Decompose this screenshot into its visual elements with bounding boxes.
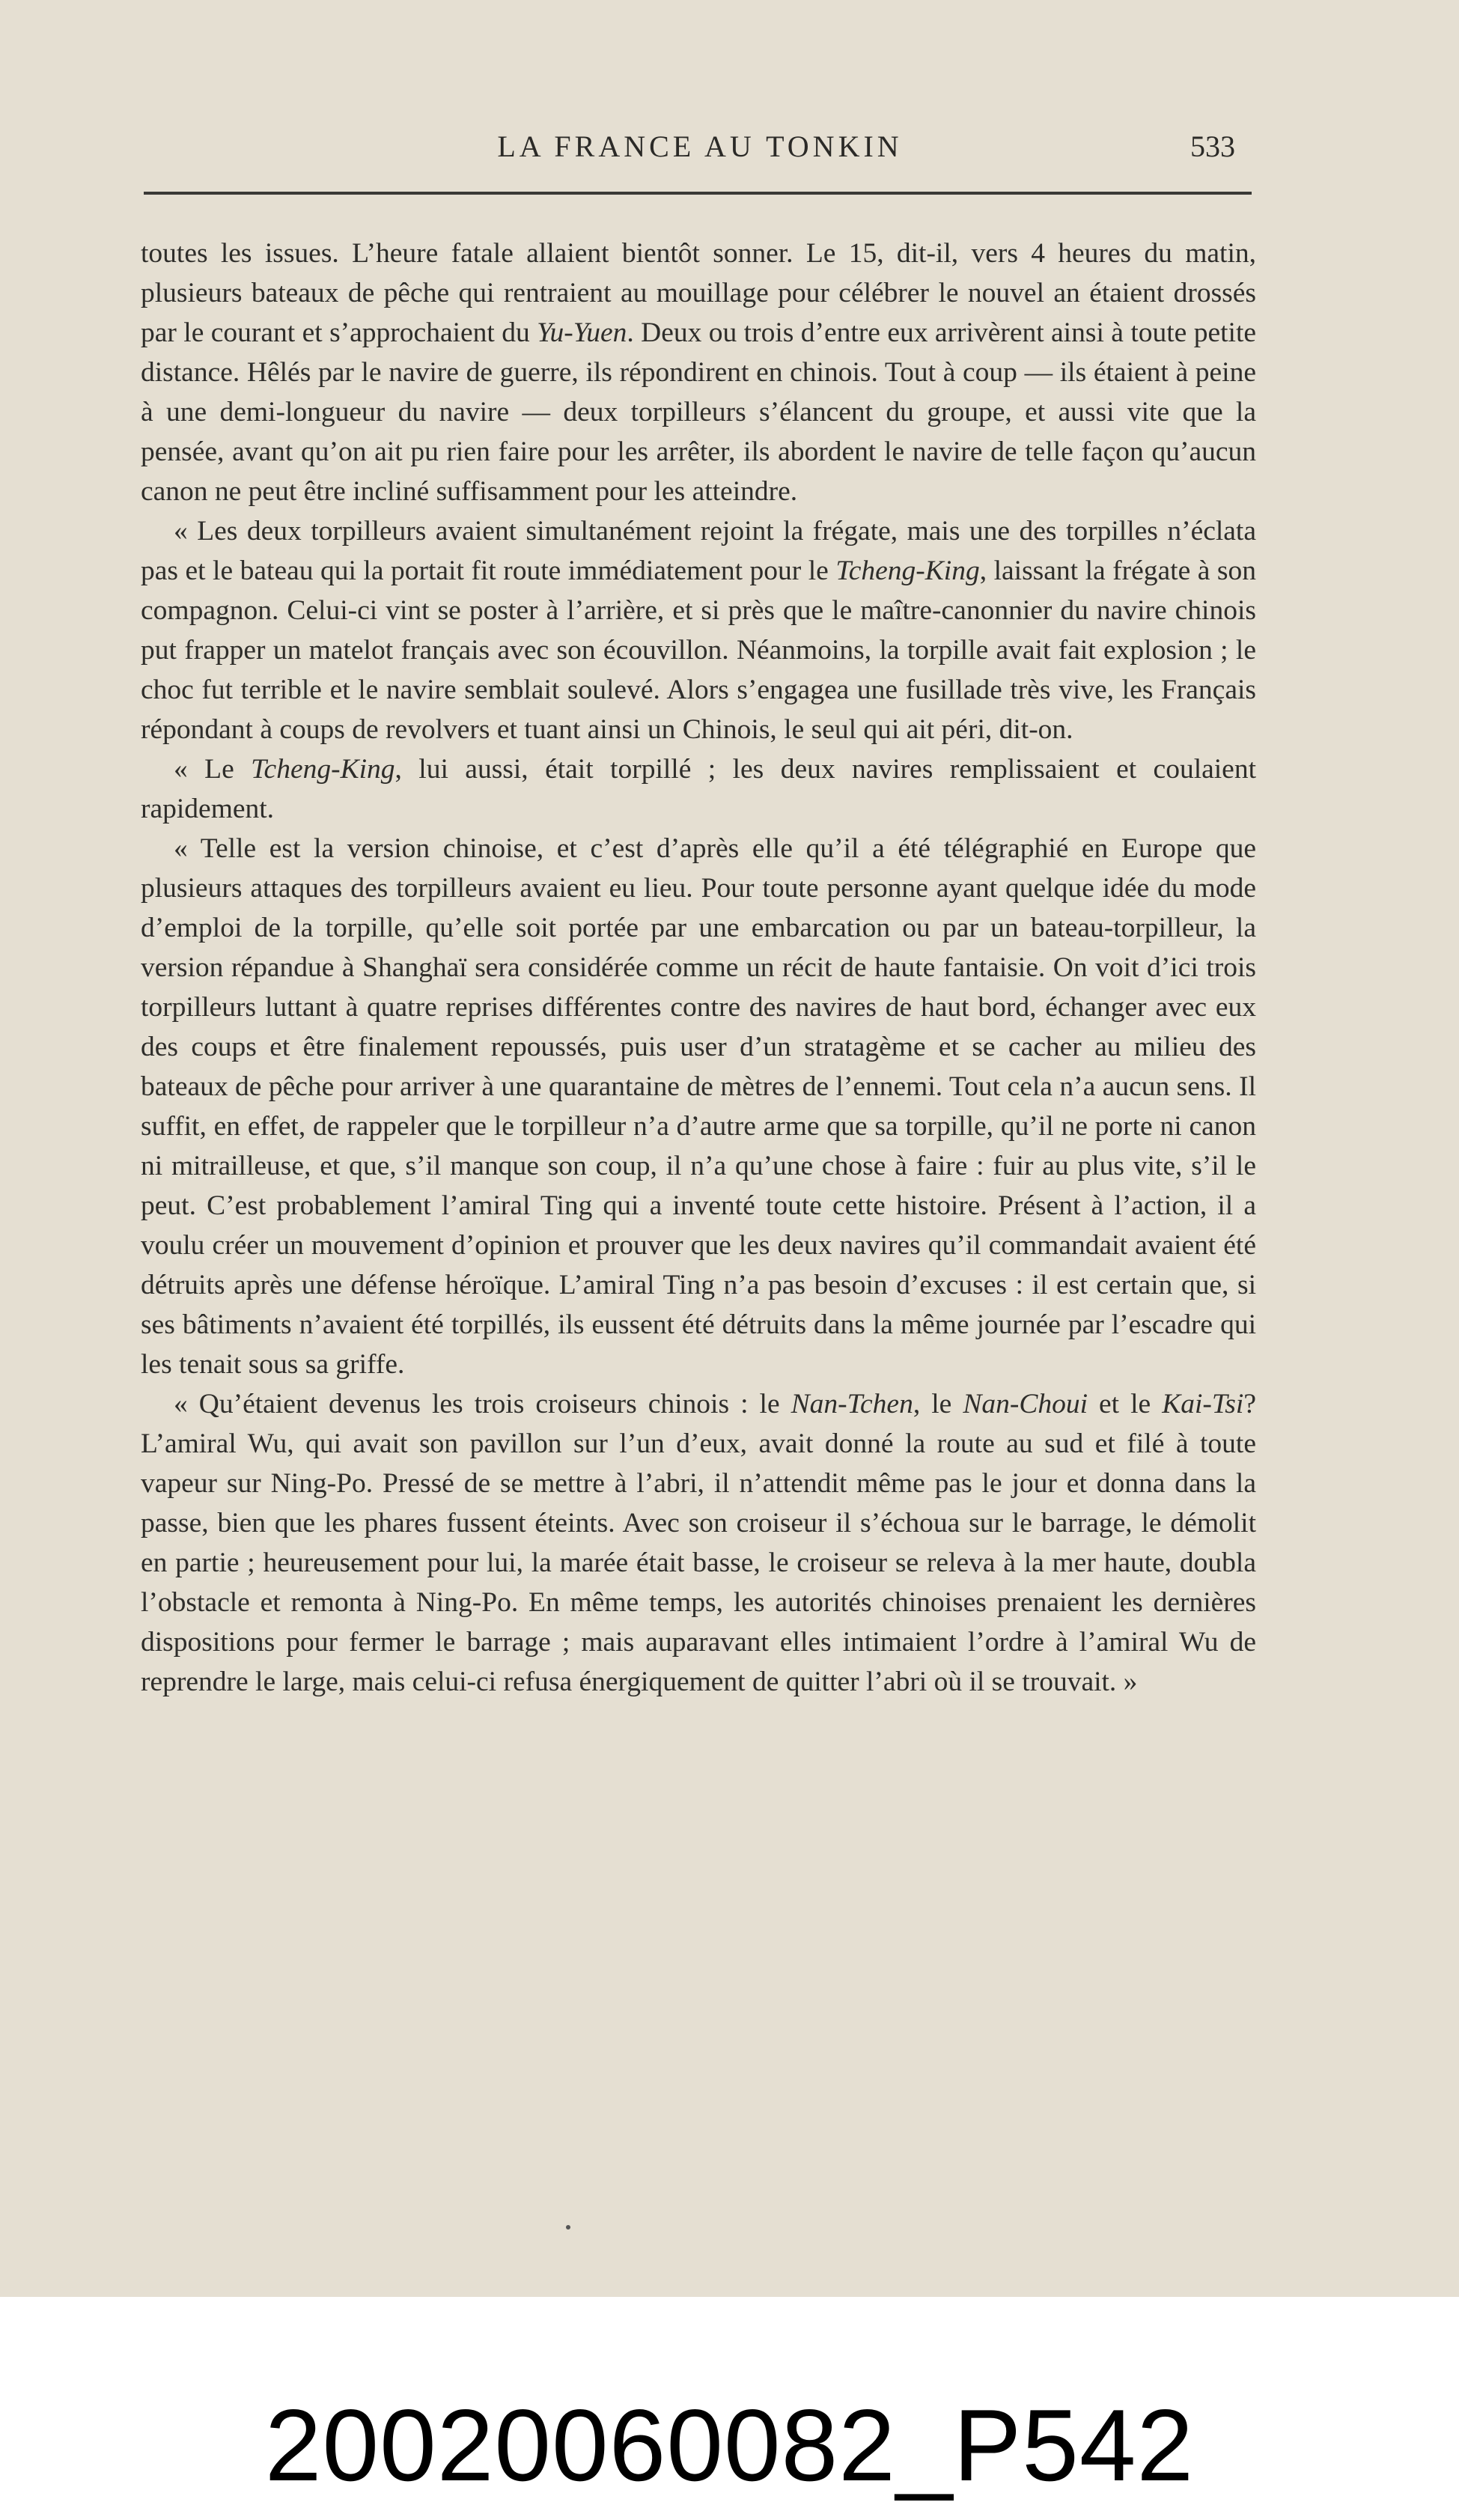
paragraph xyxy=(141,749,1256,829)
text-run: , laissant la frégate à son compagnon. Celui-ci vint se poster à l’arrière, et si près que le maître-canonnier du navire chinois put frapper un matelot français avec son écouvillon. Néanmoins, la torpille avait fait explosion ; le choc fut terrible et le navire semblait soulevé. Alors s’engagea une fusillade très vive, les Français répondant à coups de revolvers et tuant ainsi un Chinois, le seul qui ait péri, dit-on. xyxy=(141,556,1256,745)
text-run: , le xyxy=(913,1389,963,1419)
text-run: ? L’amiral Wu, qui avait son pavillon sur l’un d’eux, avait donné la route au sud et filé à toute vapeur sur Ning-Po. Pressé de se mettre à l’abri, il n’attendit même pas le jour et donna dans la passe, bien que les phares fussent éteints. Avec son croiseur il s’échoua sur le barrage, le démolit en partie ; heureusement pour lui, la marée était basse, le croiseur se releva à la mer haute, doubla l’obstacle et remonta à Ning-Po. En même temps, les autorités chinoises prenaient les dernières dispositions pour fermer le barrage ; mais auparavant elles intimaient l’ordre à l’amiral Wu de reprendre le large, mais celui-ci refusa énergiquement de quitter l’abri où il se trouvait. » xyxy=(141,1389,1256,1697)
text-run: « Telle est la version chinoise, et c’est d’après elle qu’il a été télégraphié en Europe que plusieurs attaques des torpilleurs avaient eu lieu. Pour toute personne ayant quelque idée du mode d’emploi de la torpille, qu’elle soit portée par une embarcation ou par un bateau-torpilleur, la version répandue à Shanghaï sera considérée comme un récit de haute fantaisie. On voit d’ici trois torpilleurs luttant à quatre reprises différentes contre des navires de haut bord, échanger avec eux des coups et être finalement repoussés, puis user d’un stratagème et se cacher au milieu des bateaux de pêche pour arriver à une quarantaine de mètres de l’ennemi. Tout cela n’a aucun sens. Il suffit, en effet, de rappeler que le torpilleur n’a d’autre arme que sa torpille, qu’il ne porte ni canon ni mitrailleuse, et que, s’il manque son coup, il n’a qu’une chose à faire : fuir au plus vite, s’il le peut. C’est probablement l’amiral Ting qui a inventé toute cette histoire. Présent à l’action, il a voulu créer un mouvement d’opinion et prouver que les deux navires qu’il commandait avaient été détruits après une défense héroïque. L’amiral Ting n’a pas besoin d’excuses : il est certain que, si ses bâtiments n’avaient été torpillés, ils eussent été détruits dans la même journée par l’escadre qui les tenait sous sa griffe. xyxy=(141,833,1256,1380)
paragraph xyxy=(141,511,1256,749)
body-text xyxy=(141,234,1256,1702)
text-run: . Deux ou trois d’entre eux arrivèrent ainsi à toute petite distance. Hêlés par le navire de guerre, ils répondirent en chinois. Tout à coup — ils étaient à peine à une demi-longueur du navire — deux torpilleurs s’élancent du groupe, et aussi vite que la pensée, avant qu’on ait pu rien faire pour les arrêter, ils abordent le navire de telle façon qu’aucun canon ne peut être incliné suffisamment pour les atteindre. xyxy=(141,317,1257,507)
ship-name: Tcheng-King xyxy=(835,556,980,586)
ink-dot xyxy=(566,2225,570,2230)
ship-name: Nan-Choui xyxy=(963,1389,1088,1419)
ship-name: Nan-Tchen xyxy=(791,1389,913,1419)
text-run: , lui aussi, était torpillé ; les deux navires remplissaient et coulaient rapidement. xyxy=(141,754,1256,824)
paragraph xyxy=(141,829,1256,1384)
text-run: « Qu’étaient devenus les trois croiseurs chinois : le xyxy=(174,1389,791,1419)
text-run: toutes les issues. L’heure fatale allaient bientôt sonner. Le 15, dit-il, vers 4 heures du matin, plusieurs bateaux de pêche qui rentraient au mouillage pour célébrer le nouvel an étaient drossés par le courant et s’approchaient du xyxy=(141,238,1256,348)
ship-name: Yu-Yuen xyxy=(537,317,627,348)
paragraph xyxy=(141,1384,1256,1702)
paragraph xyxy=(141,234,1256,511)
page-header xyxy=(142,126,1258,171)
running-title: LA FRANCE AU TONKIN xyxy=(497,130,903,163)
text-run: « Le xyxy=(174,754,252,785)
text-run: et le xyxy=(1088,1389,1163,1419)
text-run: « Les deux torpilleurs avaient simultanément rejoint la frégate, mais une des torpilles n’éclata pas et le bateau qui la portait fit route immédiatement pour le xyxy=(141,516,1256,586)
ship-name: Tcheng-King xyxy=(251,754,395,785)
header-rule xyxy=(144,192,1252,195)
page-number: 533 xyxy=(1190,130,1235,163)
ship-name: Kai-Tsi xyxy=(1162,1389,1244,1419)
page-id-caption: 20020060082_P542 xyxy=(264,2388,1195,2502)
